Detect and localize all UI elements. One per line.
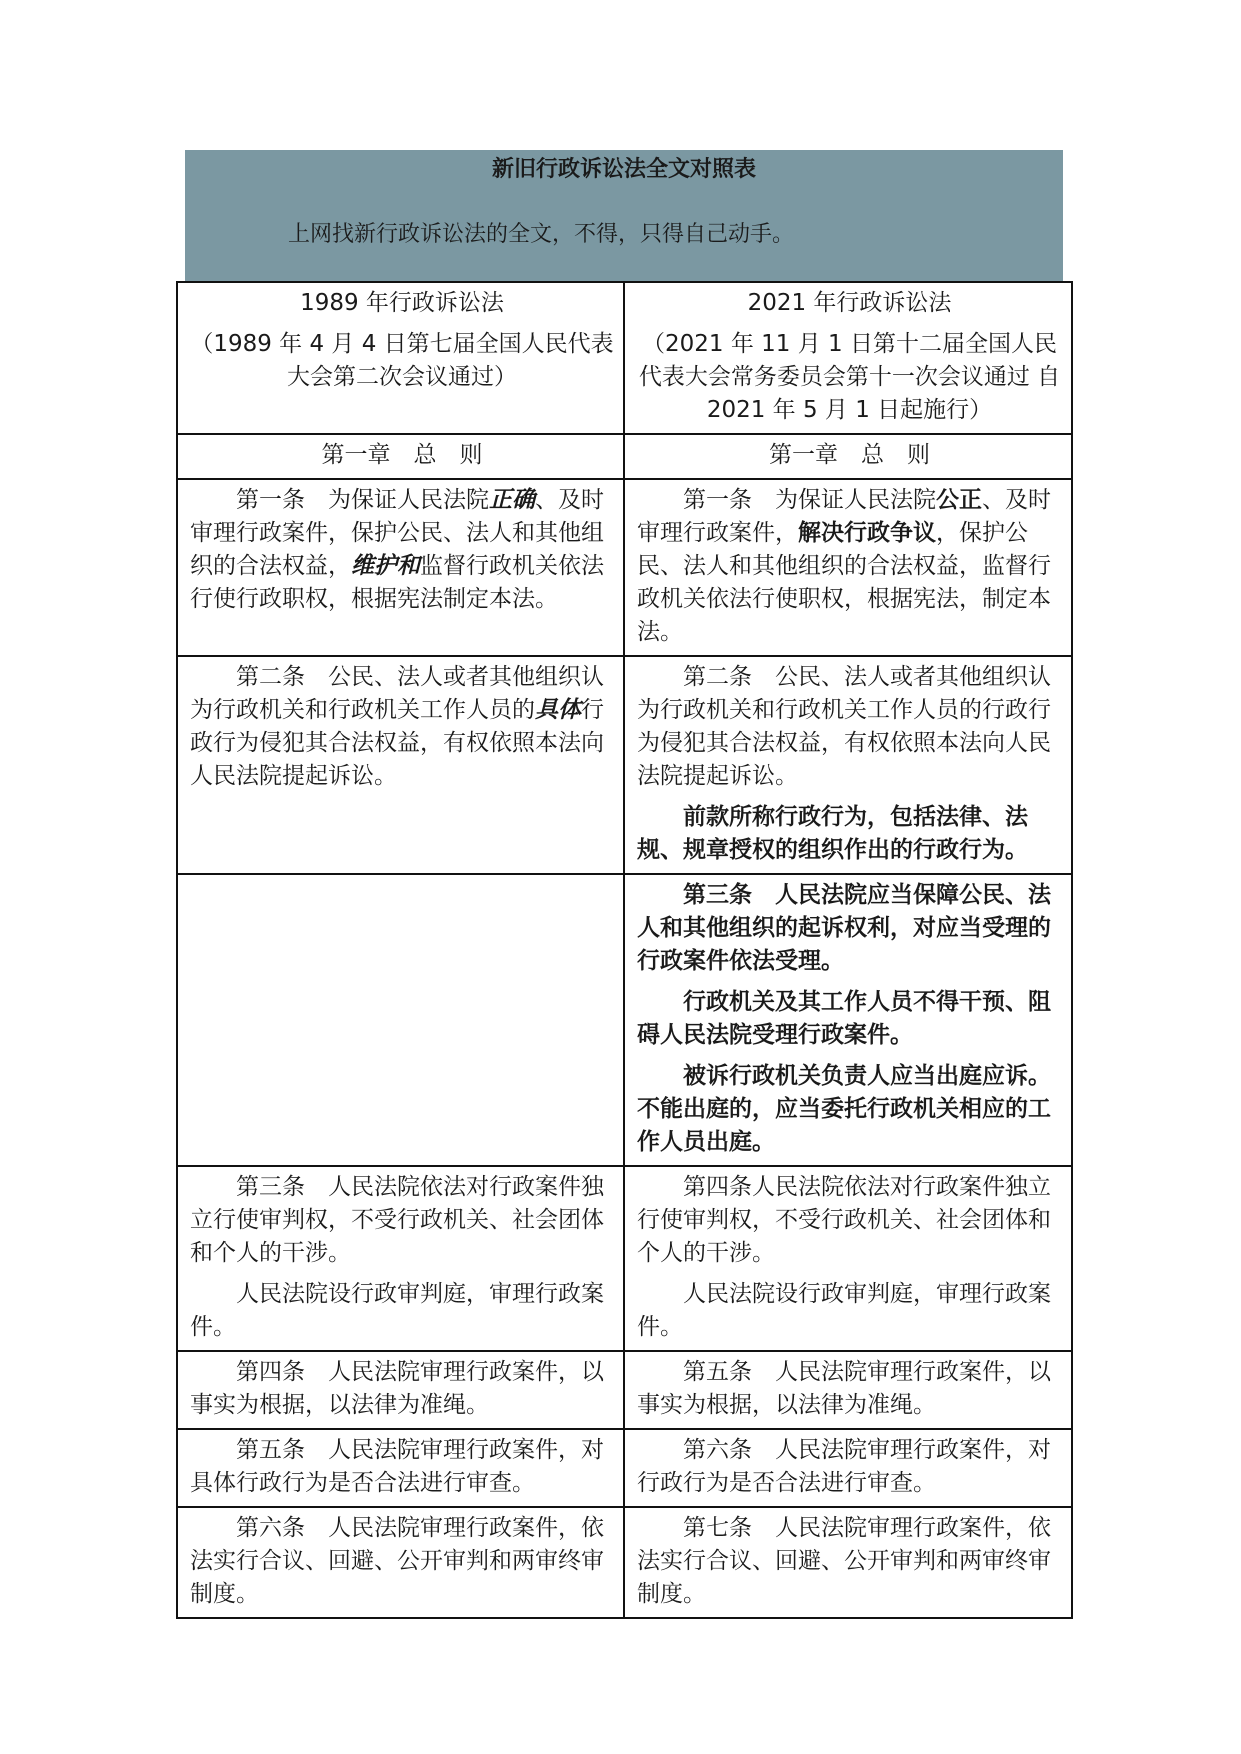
old-article-empty — [177, 874, 624, 1166]
old-article-2 — [177, 656, 624, 874]
table-row — [177, 656, 1072, 874]
paragraph: 人民法院设行政审判庭，审理行政案件。 — [190, 1281, 604, 1340]
changed-text: 解决行政争议 — [798, 520, 936, 546]
added-paragraph: 第三条 人民法院应当保障公民、法人和其他组织的起诉权利，对应当受理的行政案件依法受理。 — [637, 882, 1051, 974]
changed-text: 维护和 — [351, 553, 420, 579]
old-law-note: （1989 年 4 月 4 日第七届全国人民代表大会第二次会议通过） — [190, 331, 614, 390]
text-span: ，保护公民、法人和其他组织的合法权益，监督行政机关依法行使职权，根据宪法，制定本法。 — [637, 520, 1051, 645]
table-row — [177, 479, 1072, 656]
text-span: 第一条 为保证人民法院 — [236, 487, 489, 513]
text-span: 行政行为侵犯其合法权益，有权依照本法向人民法院提起诉讼。 — [190, 697, 604, 789]
changed-text: 正确 — [489, 487, 535, 513]
text-span: 、及时审理行政案件， — [637, 487, 1051, 546]
new-law-header — [624, 282, 1072, 434]
old-law-title: 1989 年行政诉讼法 — [300, 290, 504, 316]
paragraph: 第四条人民法院依法对行政案件独立行使审判权，不受行政机关、社会团体和个人的干涉。 — [637, 1174, 1051, 1266]
text-span: 监督行政机关依法行使行政职权，根据宪法制定本法。 — [190, 553, 604, 612]
paragraph: 第六条 人民法院审理行政案件，依法实行合议、回避、公开审判和两审终审制度。 — [190, 1515, 604, 1607]
paragraph: 第五条 人民法院审理行政案件，对具体行政行为是否合法进行审查。 — [190, 1437, 604, 1496]
table-row — [177, 1429, 1072, 1507]
new-law-title: 2021 年行政诉讼法 — [747, 290, 952, 316]
new-article-4 — [624, 1166, 1072, 1351]
text-span: 第一条 为保证人民法院 — [683, 487, 936, 513]
old-article-1 — [177, 479, 624, 656]
paragraph: 第四条 人民法院审理行政案件，以事实为根据，以法律为准绳。 — [190, 1359, 604, 1418]
new-article-7 — [624, 1507, 1072, 1618]
added-paragraph: 行政机关及其工作人员不得干预、阻碍人民法院受理行政案件。 — [637, 989, 1051, 1048]
table-row — [177, 1351, 1072, 1429]
paragraph: 第二条 公民、法人或者其他组织认为行政机关和行政机关工作人员的行政行为侵犯其合法权益，有权依照本法向人民法院提起诉讼。 — [637, 664, 1051, 789]
old-article-6 — [177, 1507, 624, 1618]
table-row — [177, 1507, 1072, 1618]
comparison-table — [176, 281, 1073, 1619]
paragraph: 第七条 人民法院审理行政案件，依法实行合议、回避、公开审判和两审终审制度。 — [637, 1515, 1051, 1607]
paragraph: 人民法院设行政审判庭，审理行政案件。 — [637, 1281, 1051, 1340]
old-article-5 — [177, 1429, 624, 1507]
table-row — [177, 874, 1072, 1166]
paragraph: 第六条 人民法院审理行政案件，对行政行为是否合法进行审查。 — [637, 1437, 1051, 1496]
added-paragraph: 前款所称行政行为，包括法律、法规、规章授权的组织作出的行政行为。 — [637, 804, 1028, 863]
paragraph: 第三条 人民法院依法对行政案件独立行使审判权，不受行政机关、社会团体和个人的干涉。 — [190, 1174, 604, 1266]
text-span: 、及时审理行政案件，保护公民、法人和其他组织的合法权益， — [190, 487, 604, 579]
old-chapter-heading: 第一章 总 则 — [177, 434, 624, 479]
new-law-note: （2021 年 11 月 1 日第十二届全国人民代表大会常务委员会第十一次会议通过 自 2021 年 5 月 1 日起施行） — [638, 331, 1061, 423]
new-article-2 — [624, 656, 1072, 874]
changed-text: 具体 — [535, 697, 581, 723]
document-title: 新旧行政诉讼法全文对照表 — [491, 157, 756, 182]
paragraph: 第五条 人民法院审理行政案件，以事实为根据，以法律为准绳。 — [637, 1359, 1051, 1418]
added-paragraph: 被诉行政机关负责人应当出庭应诉。不能出庭的，应当委托行政机关相应的工作人员出庭。 — [637, 1063, 1051, 1155]
new-article-1 — [624, 479, 1072, 656]
new-article-3 — [624, 874, 1072, 1166]
table-row — [177, 434, 1072, 479]
old-article-4 — [177, 1351, 624, 1429]
old-law-header — [177, 282, 624, 434]
new-article-6 — [624, 1429, 1072, 1507]
table-header-row — [177, 282, 1072, 434]
old-article-3 — [177, 1166, 624, 1351]
text-span: 第二条 公民、法人或者其他组织认为行政机关和行政机关工作人员的 — [190, 664, 604, 723]
table-row — [177, 1166, 1072, 1351]
document-subtitle: 上网找新行政诉讼法的全文，不得，只得自己动手。 — [288, 222, 795, 247]
new-article-5 — [624, 1351, 1072, 1429]
changed-text: 公正 — [936, 487, 982, 513]
new-chapter-heading: 第一章 总 则 — [624, 434, 1072, 479]
document-header — [185, 150, 1063, 281]
